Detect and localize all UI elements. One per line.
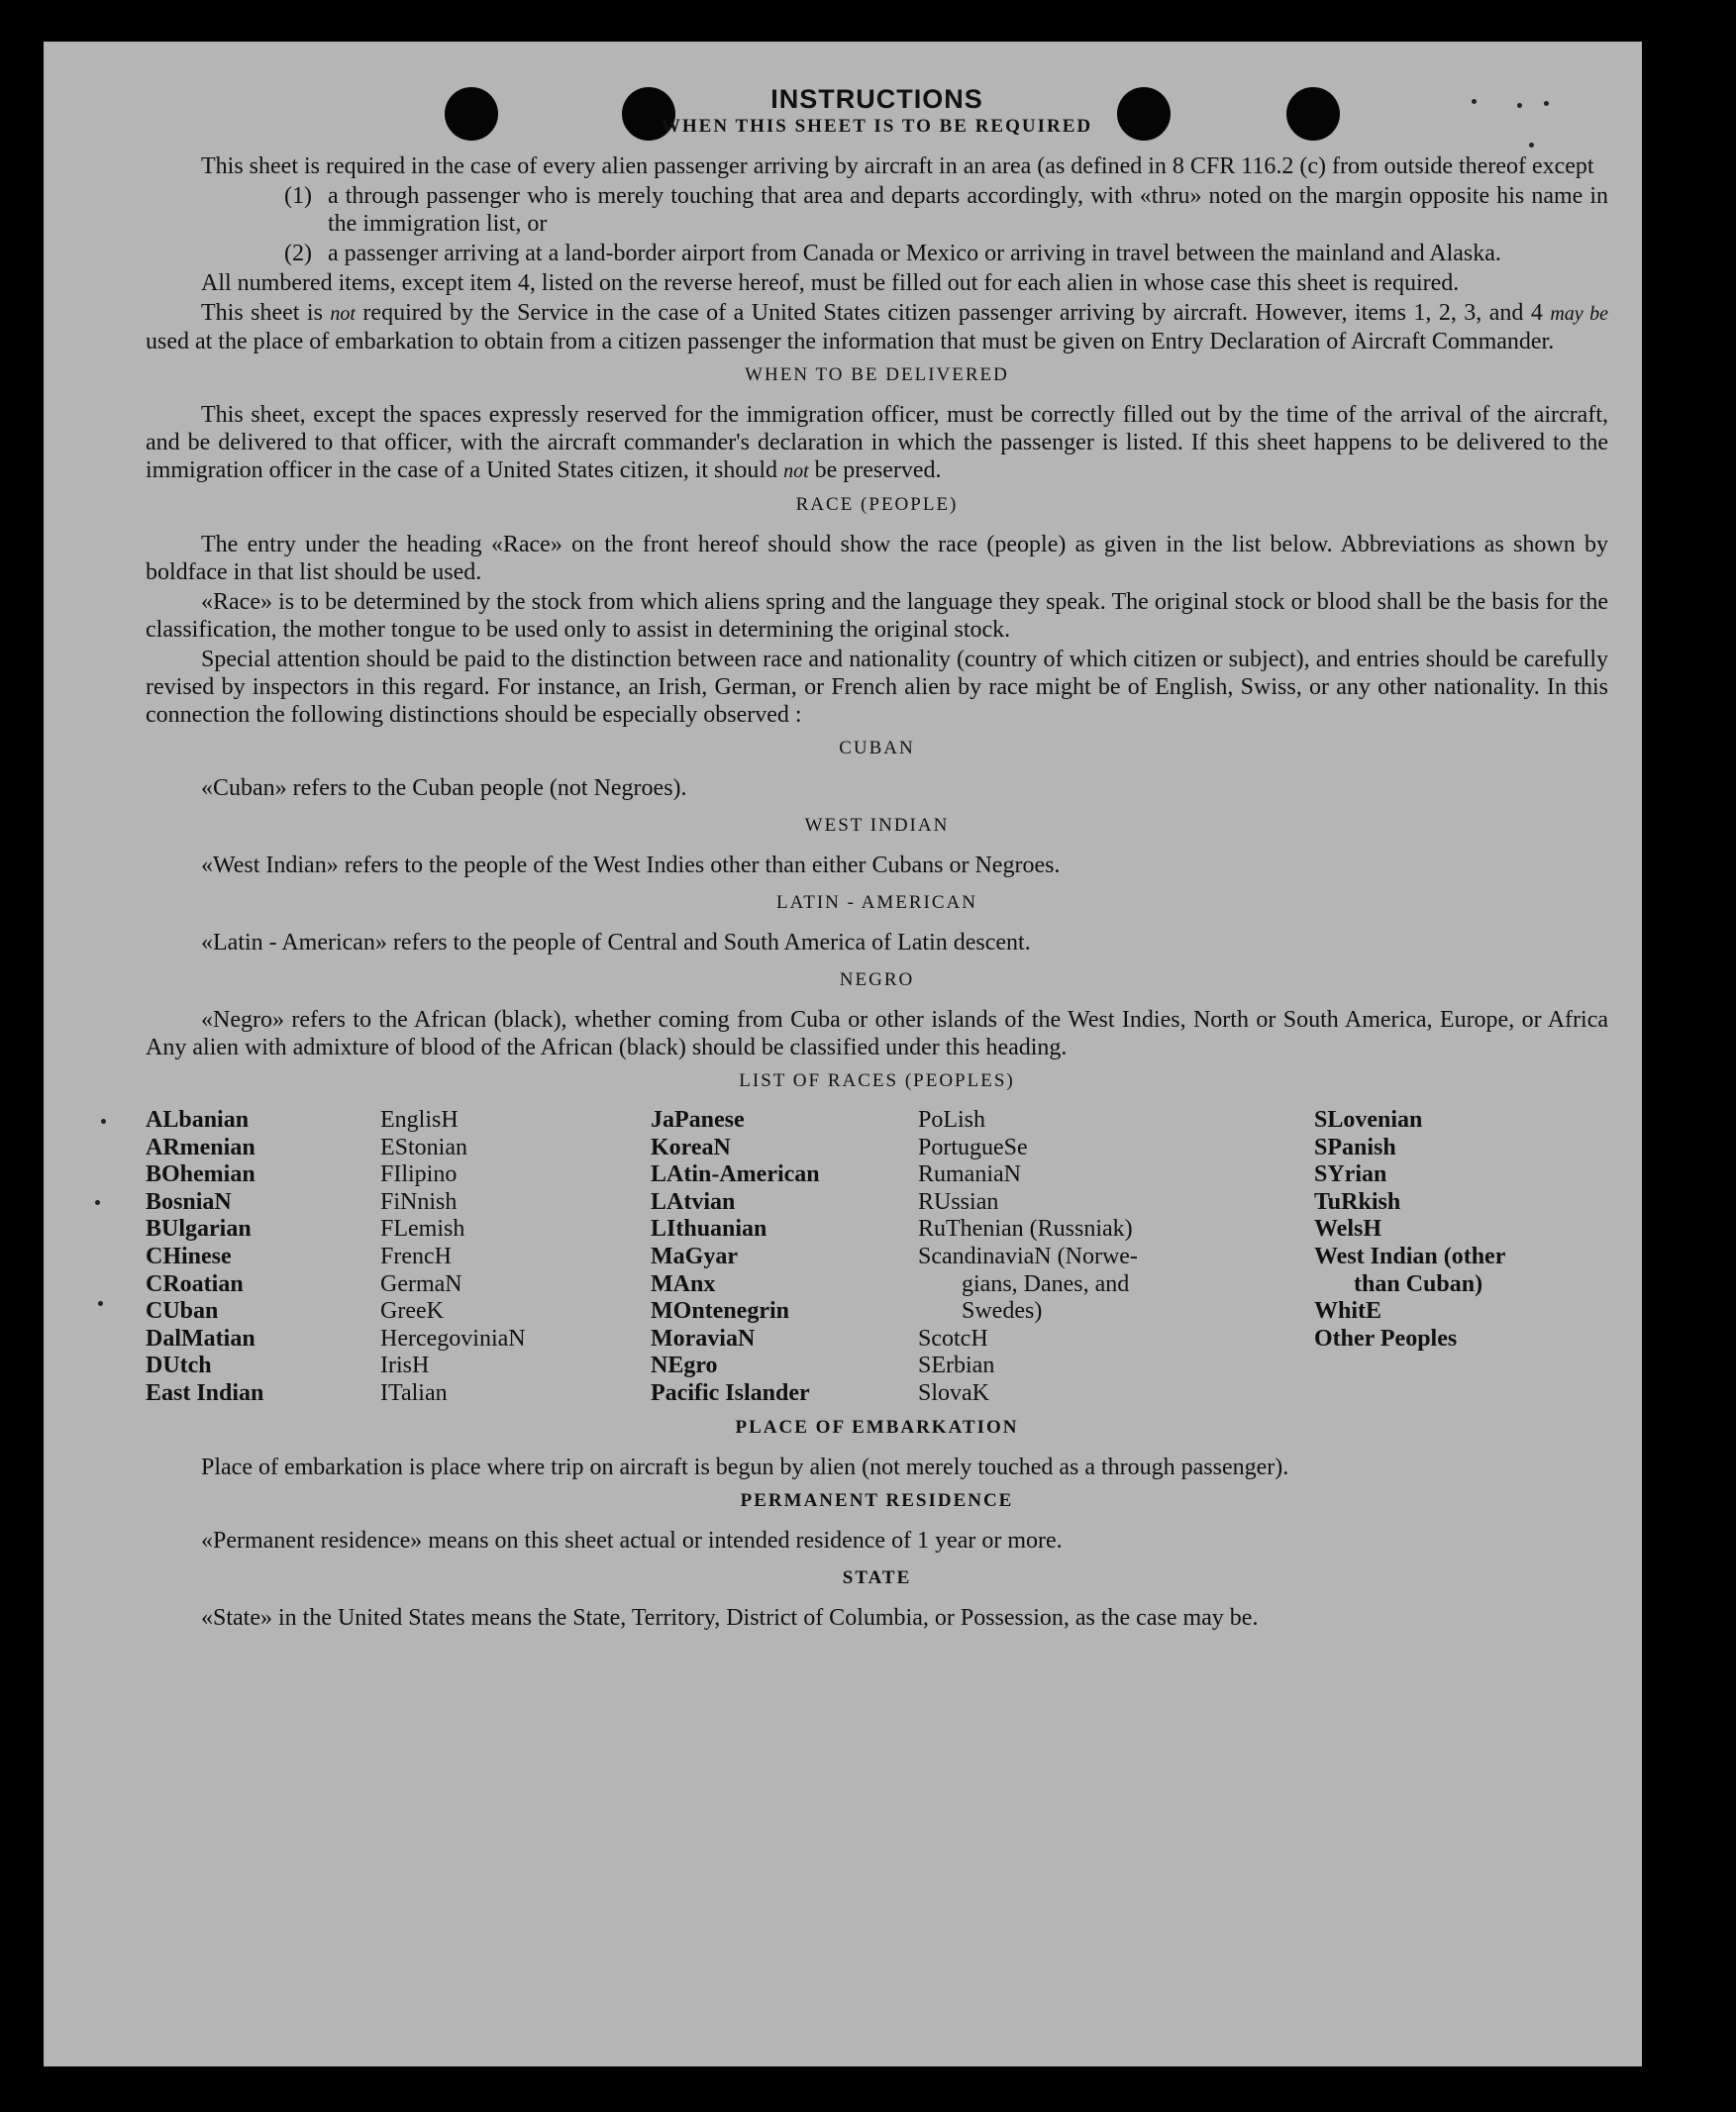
race-entry: EStonian bbox=[380, 1134, 467, 1160]
text-span: used at the place of embarkation to obtain from a citizen passenger the information that must be given on Entry Declaration of Aircraft Commander. bbox=[146, 329, 1555, 354]
race-entry: RumaniaN bbox=[918, 1161, 1021, 1188]
text-span: This sheet is bbox=[201, 300, 323, 326]
race-entry: LAtin-American bbox=[651, 1161, 820, 1188]
race-entry: JaPanese bbox=[651, 1107, 745, 1133]
race-entry: SPanish bbox=[1314, 1134, 1396, 1160]
item-number: (1) bbox=[284, 183, 312, 209]
race-entry: West Indian (other bbox=[1314, 1243, 1506, 1269]
emphasis: not bbox=[783, 460, 809, 482]
paragraph: The entry under the heading «Race» on the front hereof should show the race (people) as given in the list below. Abbreviations as shown by boldface in that list should be used. bbox=[146, 532, 1608, 585]
race-entry: BOhemian bbox=[146, 1161, 255, 1188]
race-entry: EnglisH bbox=[380, 1107, 459, 1133]
section-heading: WEST INDIAN bbox=[804, 815, 950, 836]
race-entry: Other Peoples bbox=[1314, 1325, 1458, 1352]
race-entry: ARmenian bbox=[146, 1134, 255, 1160]
race-entry: BosniaN bbox=[146, 1188, 232, 1215]
race-entry: PortugueSe bbox=[918, 1134, 1028, 1160]
races-column bbox=[918, 1107, 1314, 1408]
race-entry: BUlgarian bbox=[146, 1216, 252, 1243]
section-heading: RACE (PEOPLE) bbox=[795, 494, 959, 515]
section-heading: WHEN THIS SHEET IS TO BE REQUIRED bbox=[661, 116, 1093, 137]
section-heading: LATIN - AMERICAN bbox=[776, 892, 977, 913]
paragraph: All numbered items, except item 4, listed on the reverse hereof, must be filled out for each alien in whose case this sheet is required. bbox=[201, 270, 1460, 296]
race-entry: LIthuanian bbox=[651, 1216, 767, 1243]
race-entry: RUssian bbox=[918, 1188, 999, 1215]
race-entry: ALbanian bbox=[146, 1107, 250, 1133]
race-entry: MOntenegrin bbox=[651, 1298, 789, 1325]
section-heading: WHEN TO BE DELIVERED bbox=[745, 364, 1009, 385]
item-text: a passenger arriving at a land-border airport from Canada or Mexico or arriving in travel between the mainland and Alaska. bbox=[328, 241, 1501, 266]
race-entry: GreeK bbox=[380, 1298, 444, 1325]
paragraph bbox=[146, 401, 1608, 485]
race-entry: DUtch bbox=[146, 1353, 212, 1379]
race-entry: FiNnish bbox=[380, 1188, 458, 1215]
section-heading: PLACE OF EMBARKATION bbox=[735, 1416, 1019, 1438]
race-entry: WelsH bbox=[1314, 1216, 1382, 1243]
definition-text: «Cuban» refers to the Cuban people (not Negroes). bbox=[201, 775, 687, 801]
race-entry: IrisH bbox=[380, 1353, 430, 1379]
section-heading: PERMANENT RESIDENCE bbox=[740, 1489, 1014, 1511]
race-entry: HercegoviniaN bbox=[380, 1325, 526, 1352]
race-entry: FIlipino bbox=[380, 1161, 458, 1188]
race-entry: DalMatian bbox=[146, 1325, 255, 1352]
race-entry: TuRkish bbox=[1314, 1188, 1401, 1215]
paragraph: «Race» is to be determined by the stock from which aliens spring and the language they speak. The original stock or blood shall be the basis for the classification, the mother tongue to be used only to assist in determining the original stock. bbox=[146, 589, 1608, 643]
race-entry: East Indian bbox=[146, 1379, 264, 1406]
section-heading: CUBAN bbox=[839, 738, 915, 758]
paragraph: «Permanent residence» means on this sheet actual or intended residence of 1 year or more. bbox=[201, 1527, 1063, 1554]
definition-text: «Negro» refers to the African (black), whether coming from Cuba or other islands of the West Indies, North or South America, Europe, or Africa Any alien with admixture of blood of the African (black) should be classified under this heading. bbox=[146, 1007, 1608, 1060]
paragraph: Place of embarkation is place where trip on aircraft is begun by alien (not merely touched as a through passenger). bbox=[201, 1454, 1289, 1480]
race-entry: ScandinaviaN (Norwe- bbox=[918, 1243, 1138, 1269]
race-entry: GermaN bbox=[380, 1270, 462, 1297]
races-list bbox=[146, 1107, 1608, 1408]
paragraph: Special attention should be paid to the distinction between race and nationality (country of which citizen or subject), and entries should be carefully revised by inspectors in this regard. For instance, an Irish, German, or French alien by race might be of English, Swiss, or any other nationality. In this connection the following distinctions should be especially observed : bbox=[146, 647, 1608, 728]
page-title: INSTRUCTIONS bbox=[770, 84, 983, 114]
race-entry: than Cuban) bbox=[1354, 1270, 1483, 1297]
speck bbox=[101, 1119, 106, 1124]
races-column bbox=[380, 1107, 651, 1408]
races-column bbox=[651, 1107, 918, 1408]
race-entry: CRoatian bbox=[146, 1270, 244, 1297]
emphasis: may be bbox=[1550, 303, 1609, 325]
race-entry: WhitE bbox=[1314, 1298, 1382, 1325]
race-entry: RuThenian (Russniak) bbox=[918, 1216, 1133, 1243]
race-entry: LAtvian bbox=[651, 1188, 736, 1215]
races-column bbox=[146, 1107, 380, 1408]
race-entry: SErbian bbox=[918, 1353, 995, 1379]
race-entry: SYrian bbox=[1314, 1161, 1387, 1188]
race-entry: SLovenian bbox=[1314, 1107, 1423, 1133]
race-entry: ITalian bbox=[380, 1379, 448, 1406]
section-heading: STATE bbox=[842, 1566, 912, 1588]
definition-text: «West Indian» refers to the people of the West Indies other than either Cubans or Negroes. bbox=[201, 853, 1061, 878]
race-entry: PoLish bbox=[918, 1107, 986, 1133]
races-column bbox=[1314, 1107, 1572, 1408]
section-heading: LIST OF RACES (PEOPLES) bbox=[739, 1070, 1015, 1091]
speck bbox=[98, 1301, 103, 1306]
document-sheet bbox=[44, 42, 1642, 2066]
text-span: be preserved. bbox=[814, 457, 942, 483]
item-text: a through passenger who is merely touching that area and departs accordingly, with «thru» noted on the margin opposite his name in the immigration list, or bbox=[328, 183, 1608, 237]
race-entry: ScotcH bbox=[918, 1325, 988, 1352]
race-entry: NEgro bbox=[651, 1353, 718, 1379]
race-entry: Swedes) bbox=[962, 1298, 1043, 1325]
race-entry: gians, Danes, and bbox=[962, 1270, 1130, 1297]
race-entry: CHinese bbox=[146, 1243, 232, 1269]
paragraph bbox=[146, 299, 1608, 355]
emphasis: not bbox=[330, 303, 356, 325]
exception-item bbox=[284, 182, 1608, 238]
race-entry: KoreaN bbox=[651, 1134, 731, 1160]
race-entry: MaGyar bbox=[651, 1243, 738, 1269]
race-entry: MoraviaN bbox=[651, 1325, 756, 1352]
race-entry: Pacific Islander bbox=[651, 1379, 810, 1406]
race-entry: FLemish bbox=[380, 1216, 465, 1243]
race-entry: CUban bbox=[146, 1298, 219, 1325]
exception-item bbox=[284, 240, 1608, 267]
paragraph: «State» in the United States means the State, Territory, District of Columbia, or Possession, as the case may be. bbox=[201, 1604, 1259, 1631]
text-span: required by the Service in the case of a United States citizen passenger arriving by aircraft. However, items 1, 2, 3, and 4 bbox=[362, 300, 1543, 326]
race-entry: FrencH bbox=[380, 1243, 452, 1269]
definition-text: «Latin - American» refers to the people of Central and South America of Latin descent. bbox=[201, 930, 1031, 955]
section-heading: NEGRO bbox=[839, 969, 915, 990]
paragraph: This sheet is required in the case of every alien passenger arriving by aircraft in an area (as defined in 8 CFR 116.2 (c) from outside thereof except bbox=[201, 153, 1594, 179]
race-entry: SlovaK bbox=[918, 1379, 989, 1406]
speck bbox=[95, 1200, 100, 1205]
race-entry: MAnx bbox=[651, 1270, 716, 1297]
text-span: This sheet, except the spaces expressly reserved for the immigration officer, must be correctly filled out by the time of the arrival of the aircraft, and be delivered to that officer, with the aircraft commander's declaration in which the passenger is listed. If this sheet happens to be delivered to the immigration officer in the case of a United States citizen, it should bbox=[146, 402, 1608, 483]
item-number: (2) bbox=[284, 241, 312, 266]
instructions-content bbox=[146, 83, 1608, 1634]
